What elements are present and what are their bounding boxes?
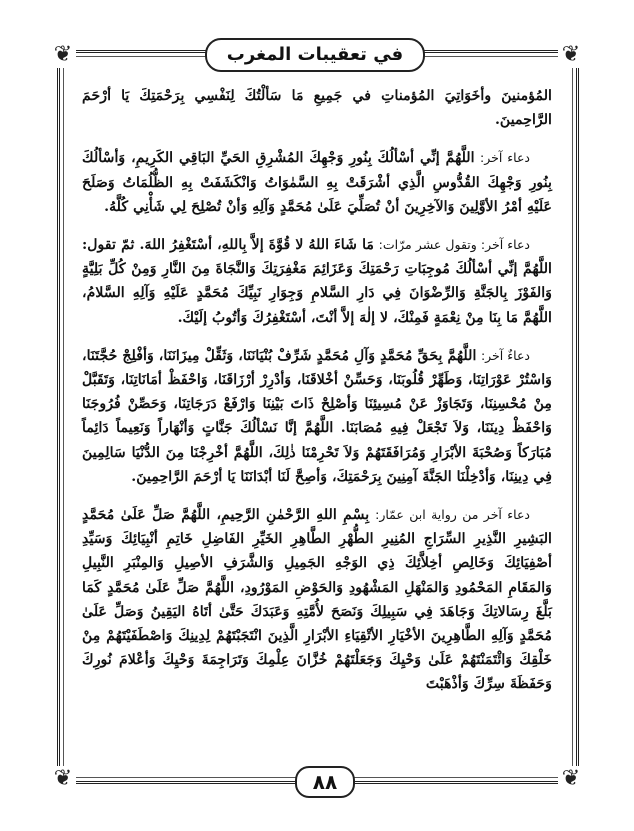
corner-ornament-icon: ❦ xyxy=(50,766,76,792)
prayer-text: اللَّهُمَّ إنِّي أسْألُكَ بِنُورِ وَجْهِكَ المُشْرِقِ الحَيِّ البَاقِي الكَرِيمِ، وَأسْألُكَ بِنُورِ وَجْهِكَ القُدُّوسِ الَّذِي أشْرَقَتْ بِهِ السَّمٰوَاتُ وَانْكَشَفَتْ بِهِ الظُّلُمَاتُ وَصَلَحَ عَلَيْهِ أمْرُ الأوَّلِينَ وَالآخِرِينَ أنْ تُصَلِّيَ عَلَىٰ مُحَمَّدٍ وَآلِهِ وَأنْ تُصْلِحَ لِي شَأْنِي كُلَّهُ. xyxy=(82,150,552,215)
paragraph xyxy=(82,84,552,132)
paragraph xyxy=(82,344,552,489)
paragraph-lead: دعاء آخر من رواية ابن عمّار: xyxy=(375,507,530,523)
paragraph xyxy=(82,146,552,219)
prayer-text: المُؤمنينَ وأخَوَاتِيَ المُؤمناتِ في جَمِيعِ مَا سَألْتُكَ لِنَفْسِي بِرَحْمَتِكَ يَا أرْحَمَ الرَّاحِمينَ. xyxy=(82,88,552,129)
paragraph xyxy=(82,233,552,330)
prayer-text: مَا شَاءَ اللهُ لا قُوَّةَ إلاَّ بِاللهِ، أسْتَغْفِرُ اللهَ. ثمّ تقول: اللَّهُمَّ إنِّي أسْألُكَ مُوجِبَاتِ رَحْمَتِكَ وَعَزَائِمَ مَغْفِرَتِكَ وَالنَّجَاةَ مِنَ النَّارِ وَمِنْ كُلِّ بَلِيَّةٍ وَالفَوْزَ بِالجَنَّةِ وَالرِّضْوَانَ فِي دَارِ السَّلامِ وَجِوَارِ نَبِيِّكَ مُحَمَّدٍ عَلَيْهِ وَآلِهِ السَّلامُ، اللَّهُمَّ مَا بِنَا مِنْ نِعْمَةٍ فَمِنْكَ، لا إلٰهَ إلاَّ أنْتَ، أسْتَغْفِرُكَ وَأتُوبُ إلَيْكَ. xyxy=(82,237,552,326)
paragraph-lead: دعاءٌ آخر: xyxy=(480,347,530,363)
prayer-text: اللَّهُمَّ بِحَقِّ مُحَمَّدٍ وَآلِ مُحَمَّدٍ شَرِّفْ بُنْيَانَنَا، وَثَقِّلْ مِيزَانَنَا، وَأفْلِجْ حُجَّتَنَا، وَاسْتُرْ عَوْرَاتِنَا، وَطَهِّرْ قُلُوبَنَا، وَحَسِّنْ أخْلاقَنَا، وَأدْرِرْ أرْزَاقَنَا، وَاحْفَظْ أمَانَاتِنَا، وَتَقَبَّلْ مِنْ مُحْسِنِنَا، وَتَجَاوَزْ عَنْ مُسِيئِنَا وَأصْلِحْ ذَاتَ بَيْنِنَا وَارْفَعْ دَرَجَاتِنَا، وَحَصِّنْ فُرُوجَنَا وَاحْفَظْ دِينَنَا، وَلاَ تَجْعَلْ فِيهِ مُصَابَنَا. اللَّهُمَّ إنَّا نَسْألُكَ جَنَّاتٍ وَأنْهَاراً وَنَعِيماً دَائِماً مُبَارَكاً وَصُحْبَةَ الأبْرَارِ وَمُرَافَقَتَهُمْ وَلاَ تَحْرِمْنَا ذٰلِكَ، اللَّهُمَّ أخْرِجْنَا مِنَ الدُّنْيَا سَالِمِينَ فِي دِينِنَا، وَأدْخِلْنَا الجَنَّةَ آمِنِينَ بِرَحْمَتِكَ، وَأصِحَّ لَنَا أبْدَانَنَا يَا أرْحَمَ الرَّاحِمِينَ. xyxy=(82,347,552,485)
paragraph-lead: دعاء آخر: وتقول عشر مرّات: xyxy=(378,237,530,253)
corner-ornament-icon: ❦ xyxy=(558,42,584,68)
paragraph-lead: دعاء آخر: xyxy=(480,150,530,166)
corner-ornament-icon: ❦ xyxy=(50,42,76,68)
page-body xyxy=(82,84,552,711)
page-number: ٨٨ xyxy=(295,766,355,798)
prayer-text: بِسْمِ اللهِ الرَّحْمٰنِ الرَّحِيمِ، اللَّهُمَّ صَلِّ عَلَىٰ مُحَمَّدٍ البَشِيرِ النَّذِيرِ السِّرَاجِ المُنِيرِ الطُّهْرِ الطَّاهِرِ الخَيِّرِ الفَاضِلِ خَاتِمِ أنْبِيَائِكَ وَسَيِّدِ أصْفِيَائِكَ وَخَالِصِ أخِلاَّئِكَ ذِي الوَجْهِ الجَمِيلِ وَالشَّرَفِ الأصِيلِ وَالمِنْبَرِ النَّبِيلِ وَالمَقَامِ المَحْمُودِ وَالمَنْهَلِ المَشْهُودِ وَالحَوْضِ المَوْرُودِ، اللَّهُمَّ صَلِّ عَلَىٰ مُحَمَّدٍ كَمَا بَلَّغَ رِسَالاتِكَ وَجَاهَدَ فِي سَبِيلِكَ وَنَصَحَ لأُمَّتِهِ وَعَبَدَكَ حَتَّىٰ أتَاهُ اليَقِينُ وَصَلِّ عَلَىٰ مُحَمَّدٍ وَآلِهِ الطَّاهِرِينَ الأخْيَارِ الأتْقِيَاءِ الأبْرَارِ الَّذِينَ انْتَجَبْتَهُمْ لِدِينِكَ وَاصْطَفَيْتَهُمْ مِنْ خَلْقِكَ وَائْتَمَنْتَهُمْ عَلَىٰ وَحْيِكَ وَجَعَلْتَهُمْ خُزَّانَ عِلْمِكَ وَتَرَاجِمَةَ وَحْيِكَ وَأعْلامَ نُورِكَ وَحَفَظَةَ سِرِّكَ وَأذْهَبْتَ xyxy=(82,507,552,693)
chapter-title: في تعقيبات المغرب xyxy=(205,38,425,72)
corner-ornament-icon: ❦ xyxy=(558,766,584,792)
paragraph xyxy=(82,503,552,697)
